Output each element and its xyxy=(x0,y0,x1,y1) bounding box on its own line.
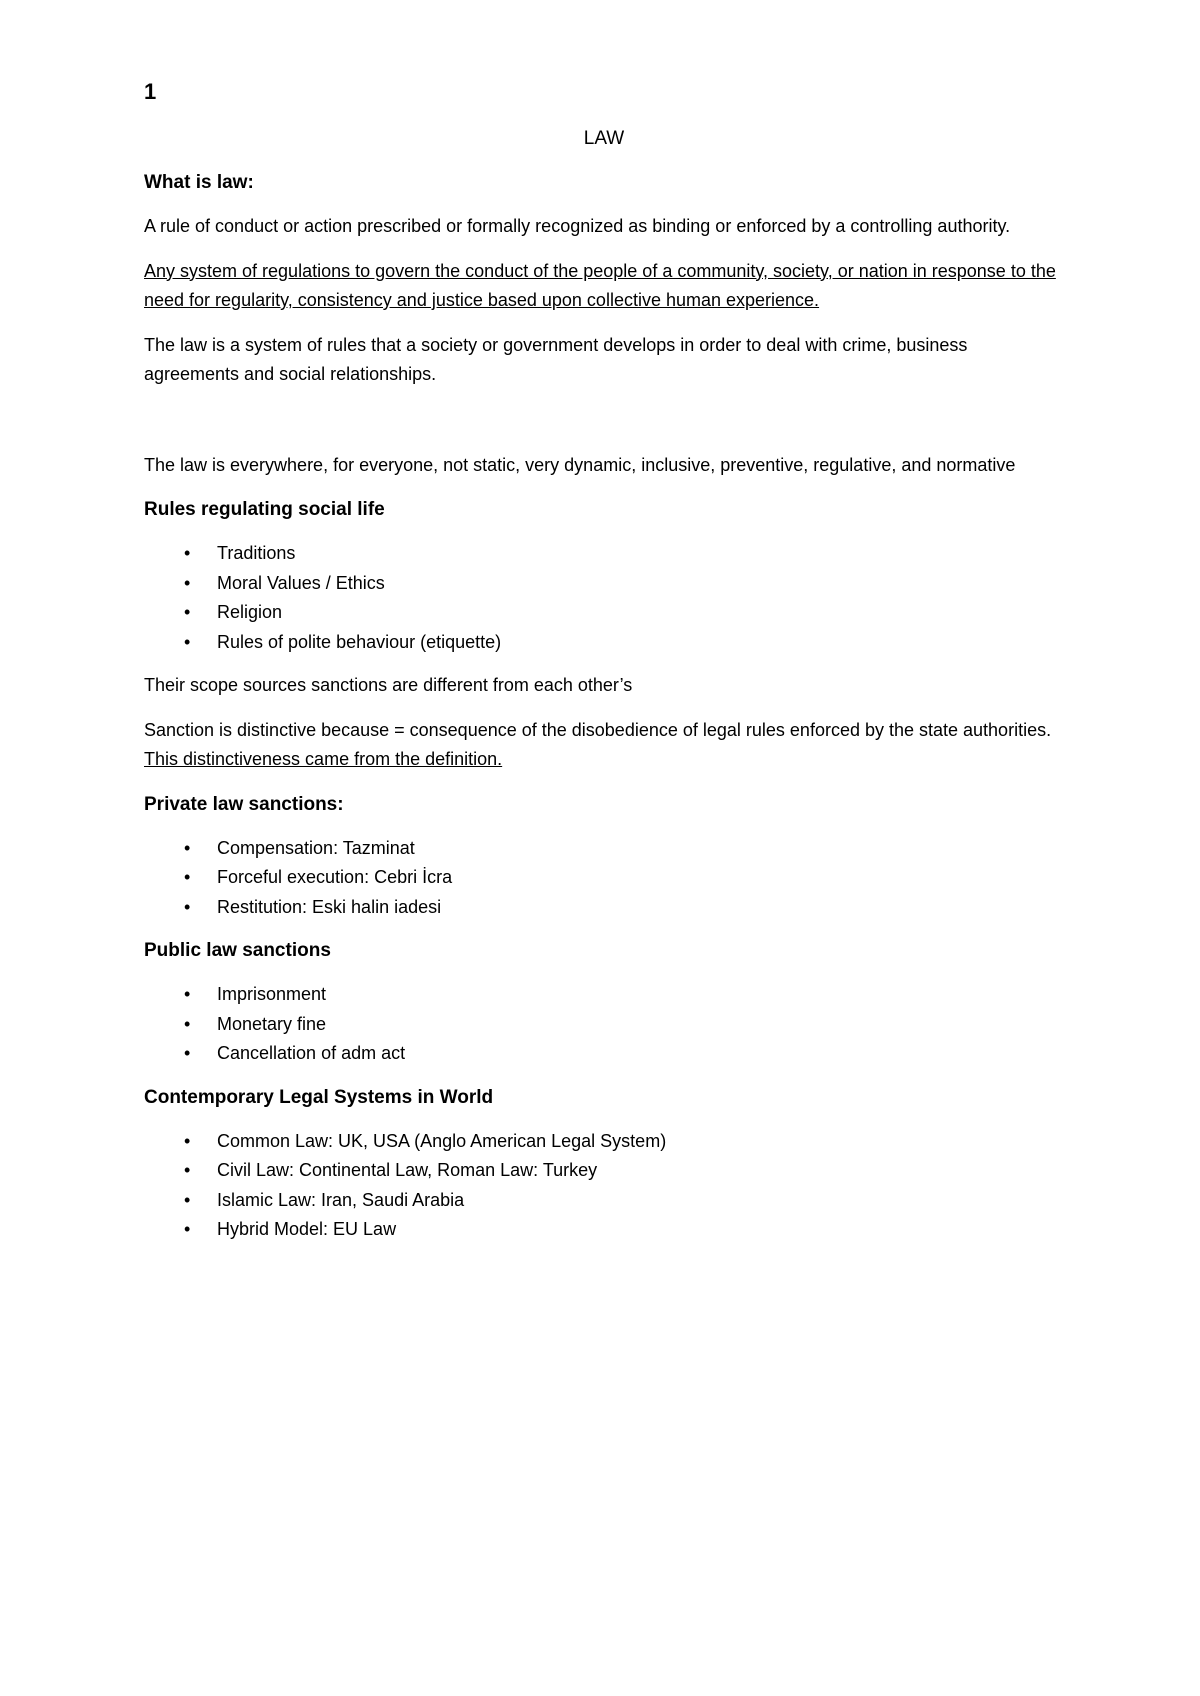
rules-list xyxy=(144,539,1060,657)
list-item: • Common Law: UK, USA (Anglo American Legal System) xyxy=(144,1127,1060,1157)
list-item: • Restitution: Eski halin iadesi xyxy=(144,893,1060,923)
list-item: • Islamic Law: Iran, Saudi Arabia xyxy=(144,1186,1060,1216)
list-item: • Traditions xyxy=(144,539,1060,569)
public-sanctions-list xyxy=(144,980,1060,1069)
list-item: • Hybrid Model: EU Law xyxy=(144,1215,1060,1245)
list-item: • Religion xyxy=(144,598,1060,628)
list-item: • Moral Values / Ethics xyxy=(144,569,1060,599)
list-item: • Imprisonment xyxy=(144,980,1060,1010)
heading-private-law-sanctions: Private law sanctions: xyxy=(144,793,344,815)
paragraph-law-characteristics: The law is everywhere, for everyone, not static, very dynamic, inclusive, preventive, regulative, and normative xyxy=(144,454,1016,475)
list-item: • Forceful execution: Cebri İcra xyxy=(144,863,1060,893)
paragraph-sanction xyxy=(144,716,1060,775)
legal-systems-list xyxy=(144,1127,1060,1245)
paragraph-definition-1: A rule of conduct or action prescribed or formally recognized as binding or enforced by a controlling authority. xyxy=(144,216,1011,236)
list-item: • Cancellation of adm act xyxy=(144,1039,1060,1069)
heading-what-is-law: What is law: xyxy=(144,172,254,193)
paragraph-definition-2: Any system of regulations to govern the conduct of the people of a community, society, or nation in response to the need for regularity, consistency and justice based upon collective human experience. xyxy=(144,260,1056,310)
page-number: 1 xyxy=(144,79,157,104)
blank-line xyxy=(144,405,1060,451)
sanction-underlined-text: This distinctiveness came from the definition. xyxy=(144,749,503,769)
document-title: LAW xyxy=(583,128,625,149)
private-sanctions-list xyxy=(144,834,1060,923)
list-item: • Compensation: Tazminat xyxy=(144,834,1060,864)
paragraph-scope: Their scope sources sanctions are different from each other’s xyxy=(144,675,633,695)
list-item: • Civil Law: Continental Law, Roman Law: Turkey xyxy=(144,1156,1060,1186)
paragraph-definition-3: The law is a system of rules that a society or government develops in order to deal with crime, business agreements and social relationships. xyxy=(144,334,968,384)
list-item: • Monetary fine xyxy=(144,1010,1060,1040)
sanction-text: Sanction is distinctive because = consequence of the disobedience of legal rules enforced by the state authorities. xyxy=(144,719,1052,740)
heading-legal-systems: Contemporary Legal Systems in World xyxy=(144,1086,494,1108)
heading-rules-social-life: Rules regulating social life xyxy=(144,499,385,520)
heading-public-law-sanctions: Public law sanctions xyxy=(144,940,331,961)
list-item: • Rules of polite behaviour (etiquette) xyxy=(144,628,1060,658)
